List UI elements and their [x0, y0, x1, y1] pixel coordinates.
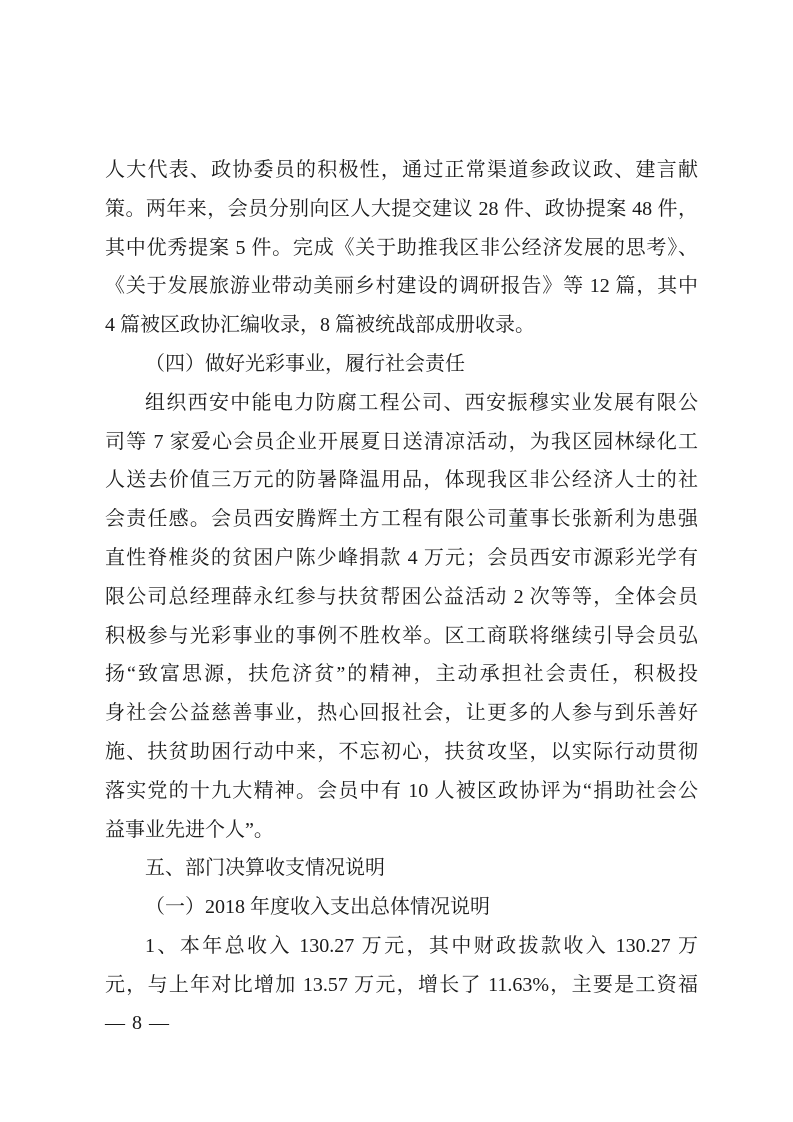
- document-body: [105, 151, 698, 1005]
- section-heading-line: 五、部门决算收支情况说明: [145, 857, 385, 880]
- text-line: 会责任感。会员西安腾辉土方工程有限公司董事长张新利为患强: [105, 508, 698, 531]
- text-line: 4 篇被区政协汇编收录，8 篇被统战部成册收录。: [105, 314, 535, 337]
- text-line: 人大代表、政协委员的积极性，通过正常渠道参政议政、建言献: [105, 159, 698, 181]
- text-line: 《关于发展旅游业带动美丽乡村建设的调研报告》等 12 篇，其中: [105, 275, 698, 298]
- text-line: 直性脊椎炎的贫困户陈少峰捐款 4 万元；会员西安市源彩光学有: [105, 546, 698, 569]
- page-number: — 8 —: [105, 1012, 170, 1034]
- text-line: 积极参与光彩事业的事例不胜枚举。区工商联将继续引导会员弘: [105, 624, 698, 647]
- text-line: 人送去价值三万元的防暑降温用品，体现我区非公经济人士的社: [105, 469, 698, 492]
- text-line: 益事业先进个人”。: [105, 818, 274, 841]
- text-line: 策。两年来，会员分别向区人大提交建议 28 件、政协提案 48 件，: [105, 197, 698, 220]
- text-line: 施、扶贫助困行动中来，不忘初心，扶贫攻坚，以实际行动贯彻: [105, 740, 698, 763]
- text-line: 身社会公益慈善事业，热心回报社会，让更多的人参与到乐善好: [105, 702, 698, 725]
- text-line: 1、本年总收入 130.27 万元，其中财政拔款收入 130.27 万: [145, 934, 698, 957]
- text-line: 司等 7 家爱心会员企业开展夏日送清凉活动，为我区园林绿化工: [105, 430, 698, 453]
- text-line: 组织西安中能电力防腐工程公司、西安振穆实业发展有限公: [145, 391, 698, 414]
- text-line: 落实党的十九大精神。会员中有 10 人被区政协评为“捐助社会公: [105, 779, 698, 802]
- section-heading-line: （一）2018 年度收入支出总体情况说明: [145, 896, 490, 919]
- text-line: 其中优秀提案 5 件。完成《关于助推我区非公经济发展的思考》、: [105, 236, 698, 259]
- text-line: 扬“致富思源，扶危济贫”的精神，主动承担社会责任，积极投: [105, 663, 698, 686]
- section-heading-line: （四）做好光彩事业，履行社会责任: [145, 352, 465, 375]
- text-line: 元，与上年对比增加 13.57 万元，增长了 11.63%，主要是工资福: [105, 973, 698, 996]
- text-line: 限公司总经理薛永红参与扶贫帮困公益活动 2 次等等，全体会员: [105, 585, 698, 608]
